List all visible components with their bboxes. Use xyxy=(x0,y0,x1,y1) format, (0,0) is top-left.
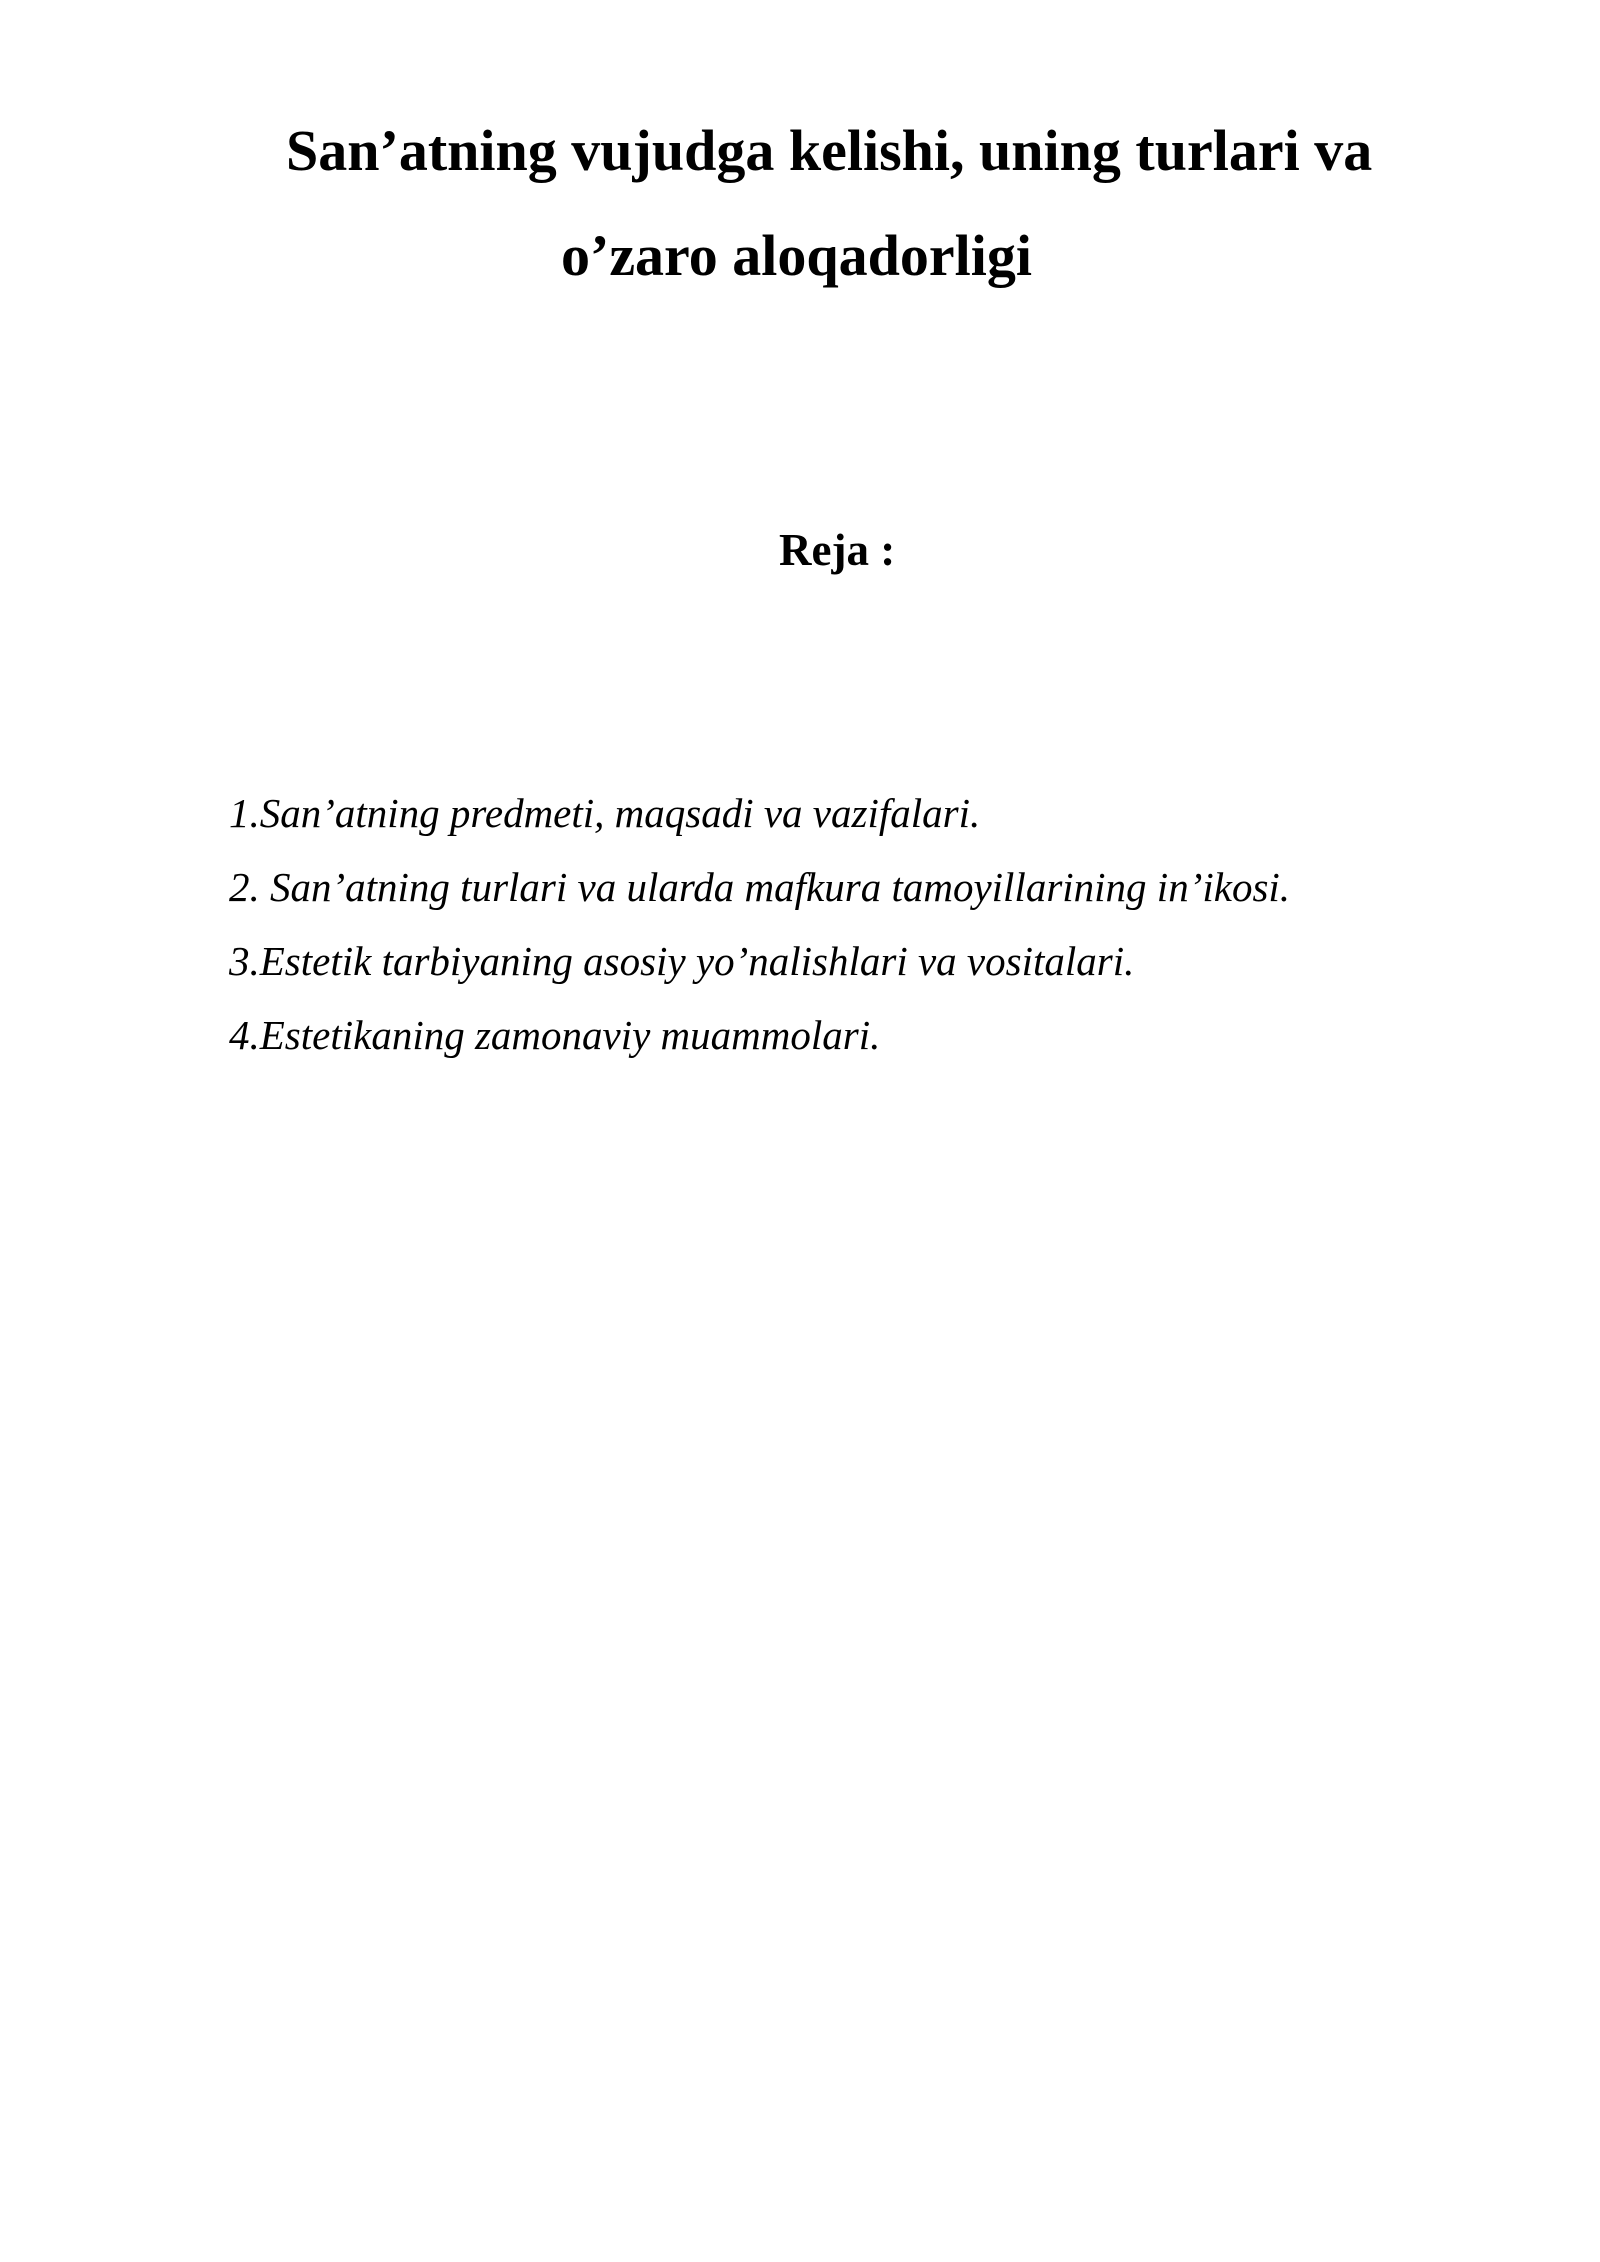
plan-heading: Reja : xyxy=(779,525,896,575)
plan-item-2: 2. San’atning turlari va ularda mafkura tamoyillarining in’ikosi. xyxy=(229,864,1291,910)
plan-item-3: 3.Estetik tarbiyaning asosiy yo’nalishlari va vositalari. xyxy=(229,938,1135,984)
plan-list xyxy=(229,776,1290,1072)
plan-item-1: 1.San’atning predmeti, maqsadi va vazifalari. xyxy=(229,790,981,836)
plan-item-4: 4.Estetikaning zamonaviy muammolari. xyxy=(229,1012,881,1058)
document-title-line-2: o’zaro aloqadorligi xyxy=(561,223,1032,288)
document-title-line-1: San’atning vujudga kelishi, uning turlari va xyxy=(286,118,1373,183)
